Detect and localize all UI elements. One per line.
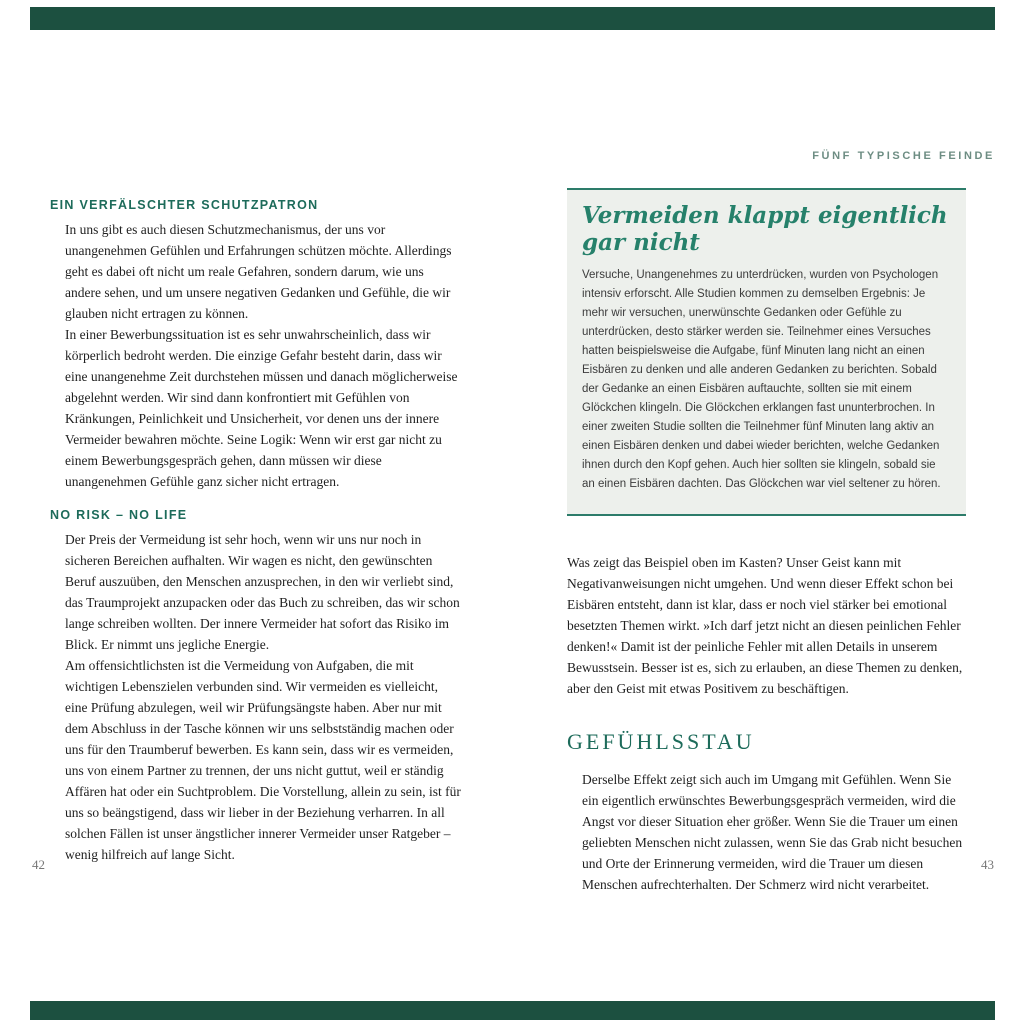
bottom-cover-edge <box>30 1001 995 1020</box>
page-number-left: 42 <box>32 857 45 872</box>
top-cover-edge <box>30 7 995 30</box>
info-box-body: Versuche, Unangenehmes zu unterdrücken, wurden von Psychologen intensiv erforscht. Alle Studien kommen zu demselben Ergebnis: Je mehr wir versuchen, unerwünschte Gedanken oder Gefühle zu unterdrücken, desto stärker werden sie. Teilnehmer eines Versuches hatten beispielsweise die Aufgabe, fünf Minuten lang nicht an einen Eisbären zu denken und alle anderen Gedanken zu berichten. Sobald der Gedanke an einen Eisbären auftauchte, sollten sie mit einem Glöckchen klingeln. Die Glöckchen erklangen fast ununterbrochen. In einer zweiten Studie sollten die Teilnehmer fünf Minuten lang aktiv an einen Eisbären denken und dabei wieder berichten, welche Gedanken ihnen durch den Kopf gehen. Auch hier sollten sie klingeln, sobald sie an einen Eisbären dachten. Das Glöckchen war viel seltener zu hören. <box>582 269 941 490</box>
page-number-right: 43 <box>981 857 994 872</box>
right-page-column <box>567 188 966 895</box>
body-paragraph: Derselbe Effekt zeigt sich auch im Umgang mit Gefühlen. Wenn Sie ein eigentlich erwünschtes Bewerbungsgespräch vermeiden, wird die Angst vor dieser Situation eher größer. Wenn Sie die Trauer um einen geliebten Menschen nicht zulassen, wenn Sie das Grab nicht besuchen und Orte der Erinnerung vermeiden, wird die Trauer um diesen Menschen aufrechterhalten. Der Schmerz wird nicht verarbeitet. <box>582 772 963 892</box>
running-header: FÜNF TYPISCHE FEINDE <box>812 150 995 162</box>
body-paragraph: Der Preis der Vermeidung ist sehr hoch, wenn wir uns nur noch in sicheren Bereichen aufhalten. Wir wagen es nicht, den gewünschten Beruf auszuüben, den Menschen anzusprechen, in den wir verliebt sind, das Traumprojekt anzupacken oder das Buch zu schreiben, das wir schon lange schreiben wollten. Der innere Vermeider hat sofort das Risiko im Blick. Er nimmt uns jegliche Energie. <box>65 532 460 652</box>
info-box-title: Vermeiden klappt eigentlich gar nicht <box>582 202 948 256</box>
section-heading-no-risk: NO RISK – NO LIFE <box>50 508 188 522</box>
body-paragraph: Am offensichtlichsten ist die Vermeidung von Aufgaben, die mit wichtigen Lebenszielen verbunden sind. Wir vermeiden es vielleicht, eine Prüfung abzulegen, weil wir Prüfungsängste haben. Aber nur mit dem Abschluss in der Tasche können wir uns selbstständig machen oder uns für den Traumberuf bewerben. Es kann sein, dass wir es vermeiden, uns von einem Partner zu trennen, der uns nicht guttut, weil er ständig Affären hat oder ein Suchtproblem. Die Vorstellung, allein zu sein, ist für uns so beängstigend, dass wir lieber in der Beziehung verharren. In all solchen Fällen ist unser ängstlicher innerer Vermeider unser Ratgeber – wenig hilfreich auf lange Sicht. <box>65 658 461 862</box>
section-heading-schutzpatron: EIN VERFÄLSCHTER SCHUTZPATRON <box>50 198 319 212</box>
chapter-heading-gefuehlsstau: GEFÜHLSSTAU <box>567 729 755 754</box>
left-page-column <box>50 198 462 865</box>
body-paragraph: Was zeigt das Beispiel oben im Kasten? Unser Geist kann mit Negativanweisungen nicht umgehen. Und wenn dieser Effekt schon bei Eisbären entsteht, dann ist klar, dass er noch viel stärker bei emotional besetzten Themen wirkt. »Ich darf jetzt nicht an diesen peinlichen Fehler denken!« Damit ist der peinliche Fehler mit allen Details in unserem Bewusstsein. Besser ist es, sich zu erlauben, an diese Themen zu denken, aber den Geist mit etwas Positivem zu beschäftigen. <box>567 555 963 696</box>
body-paragraph: In uns gibt es auch diesen Schutzmechanismus, der uns vor unangenehmen Gefühlen und Erfahrungen schützen möchte. Allerdings geht es dabei oft nicht um reale Gefahren, sondern darum, wie uns andere sehen, und um unsere negativen Gedanken und Gefühle, die wir glauben nicht ertragen zu können. <box>65 222 452 321</box>
body-paragraph: In einer Bewerbungssituation ist es sehr unwahrscheinlich, dass wir körperlich bedroht werden. Die einzige Gefahr besteht darin, dass wir eine unangenehme Zeit durchstehen müssen und danach möglicherweise abgelehnt werden. Wir sind dann konfrontiert mit Gefühlen von Kränkungen, Peinlichkeit und Unsicherheit, vor denen uns der innere Vermeider bewahren möchte. Seine Logik: Wenn wir erst gar nicht zu einem Bewerbungsgespräch gehen, dann müssen wir diese unangenehmen Gefühle ganz sicher nicht ertragen. <box>65 327 458 489</box>
info-box <box>567 188 966 516</box>
